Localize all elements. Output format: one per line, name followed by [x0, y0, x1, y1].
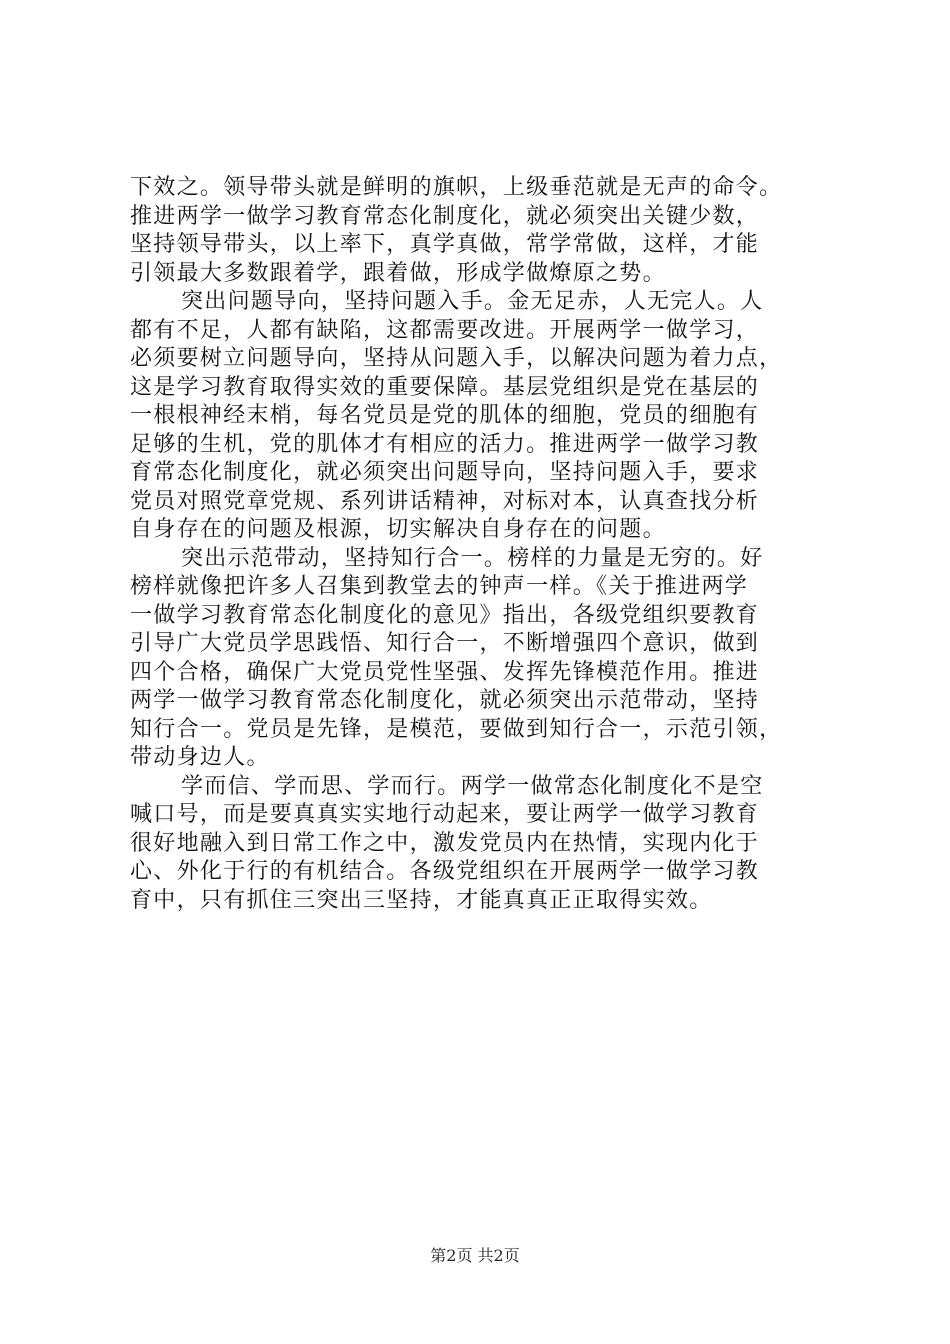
text-line: 推进两学一做学习教育常态化制度化，就必须突出关键少数， [130, 203, 760, 229]
text-line: 育常态化制度化，就必须突出问题导向，坚持问题入手，要求 [130, 460, 760, 485]
text-line: 学而信、学而思、学而行。两学一做常态化制度化不是空 [181, 773, 764, 799]
text-line: 喊口号，而是要真真实实地行动起来，要让两学一做学习教育 [130, 802, 760, 827]
text-line: 都有不足，人都有缺陷，这都需要改进。开展两学一做学习， [130, 317, 760, 343]
body-text [130, 174, 834, 915]
text-line: 两学一做学习教育常态化制度化，就必须突出示范带动，坚持 [130, 688, 760, 713]
text-line: 榜样就像把许多人召集到教堂去的钟声一样。《关于推进两学 [130, 574, 749, 599]
text-line: 一做学习教育常态化制度化的意见》指出，各级党组织要教育 [130, 602, 760, 628]
text-line: 知行合一。党员是先锋，是模范，要做到知行合一，示范引领， [130, 716, 783, 742]
text-line: 自身存在的问题及根源，切实解决自身存在的问题。 [130, 517, 666, 542]
text-line: 一根根神经末梢，每名党员是党的肌体的细胞，党员的细胞有 [130, 403, 760, 428]
text-line: 带动身边人。 [130, 745, 270, 770]
text-line: 育中，只有抓住三突出三坚持，才能真真正正取得实效。 [130, 887, 713, 913]
text-line: 下效之。领导带头就是鲜明的旗帜，上级垂范就是无声的命令。 [130, 175, 783, 200]
text-line: 这是学习教育取得实效的重要保障。基层党组织是党在基层的 [130, 374, 760, 400]
text-line: 引领最大多数跟着学，跟着做，形成学做燎原之势。 [130, 260, 666, 286]
text-line: 很好地融入到日常工作之中，激发党员内在热情，实现内化于 [130, 830, 760, 856]
text-line: 足够的生机，党的肌体才有相应的活力。推进两学一做学习教 [130, 431, 760, 457]
text-line: 突出问题导向，坚持问题入手。金无足赤，人无完人。人 [181, 289, 764, 314]
text-line: 坚持领导带头，以上率下，真学真做，常学常做，这样，才能 [130, 232, 760, 257]
text-line: 突出示范带动，坚持知行合一。榜样的力量是无穷的。好 [181, 545, 764, 571]
text-line: 心、外化于行的有机结合。各级党组织在开展两学一做学习教 [130, 859, 760, 884]
text-line: 必须要树立问题导向，坚持从问题入手，以解决问题为着力点， [130, 346, 783, 371]
text-line: 引导广大党员学思践悟、知行合一，不断增强四个意识，做到 [130, 631, 760, 656]
page-footer: 第2页 共2页 [430, 1246, 520, 1265]
text-line: 四个合格，确保广大党员党性坚强、发挥先锋模范作用。推进 [130, 659, 760, 685]
text-line: 党员对照党章党规、系列讲话精神，对标对本，认真查找分析 [130, 488, 760, 514]
